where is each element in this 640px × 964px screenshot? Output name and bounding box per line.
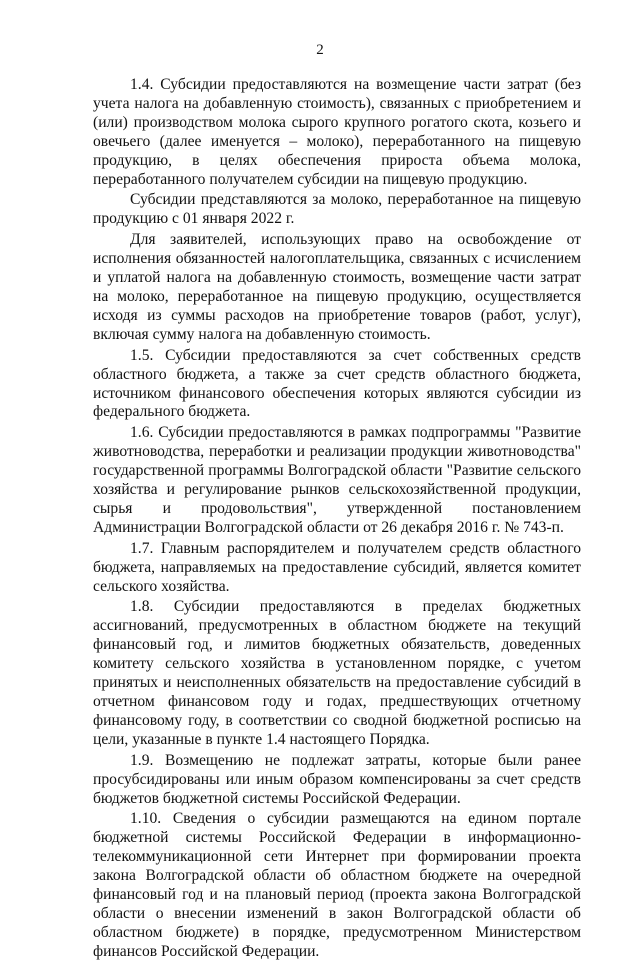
- paragraph-1-5: 1.5. Субсидии предоставляются за счет собственных средств областного бюджета, а также за счет средств областного бюджета, источником финансового обеспечения которых являются субсидии из федерального бюджета.: [93, 346, 581, 421]
- page-number: 2: [316, 42, 324, 58]
- paragraph-1-8: 1.8. Субсидии предоставляются в пределах бюджетных ассигнований, предусмотренных в областном бюджете на текущий финансовый год, и лимитов бюджетных обязательств, доведенных комитету сельского хозяйства в установленном порядке, с учетом принятых и неисполненных обязательств на предоставление субсидий в отчетном финансовом году и годах, предшествующих отчетному финансовому году, в соответствии со сводной бюджетной росписью на цели, указанные в пункте 1.4 настоящего Порядка.: [93, 598, 581, 748]
- paragraph-milk-period: Субсидии представляются за молоко, переработанное на пищевую продукцию с 01 января 2022 г.: [93, 191, 581, 228]
- document-body: [93, 76, 581, 964]
- paragraph-1-6: 1.6. Субсидии предоставляются в рамках подпрограммы "Развитие животноводства, переработки и реализации продукции животноводства" государственной программы Волгоградской области "Развитие сельского хозяйства и регулирование рынков сельскохозяйственной продукции, сырья и продовольствия", утвержденной постановлением Администрации Волгоградской области от 26 декабря 2016 г. № 743-п.: [93, 424, 581, 536]
- paragraph-vat-exempt: Для заявителей, использующих право на освобождение от исполнения обязанностей налогоплательщика, связанных с исчислением и уплатой налога на добавленную стоимость, возмещение части затрат на молоко, переработанное на пищевую продукцию, осуществляется исходя из суммы расходов на приобретение товаров (работ, услуг), включая сумму налога на добавленную стоимость.: [93, 231, 581, 343]
- paragraph-1-4: 1.4. Субсидии предоставляются на возмещение части затрат (без учета налога на добавленную стоимость), связанных с приобретением и (или) производством молока сырого крупного рогатого скота, козьего и овечьего (далее именуется – молоко), переработанного на пищевую продукцию, в целях обеспечения прироста объема молока, переработанного получателем субсидии на пищевую продукцию.: [93, 76, 581, 188]
- paragraph-1-10: 1.10. Сведения о субсидии размещаются на едином портале бюджетной системы Российской Федерации в информационно-телекоммуникационной сети Интернет при формировании проекта закона Волгоградской области об областном бюджете на очередной финансовый год и на плановый период (проекта закона Волгоградской области о внесении изменений в закон Волгоградской области об областном бюджете) в порядке, предусмотренном Министерством финансов Российской Федерации.: [93, 810, 581, 960]
- paragraph-1-7: 1.7. Главным распорядителем и получателем средств областного бюджета, направляемых на предоставление субсидий, является комитет сельского хозяйства.: [93, 539, 581, 595]
- paragraph-1-9: 1.9. Возмещению не подлежат затраты, которые были ранее просубсидированы или иным образом компенсированы за счет средств бюджетов бюджетной системы Российской Федерации.: [93, 751, 581, 807]
